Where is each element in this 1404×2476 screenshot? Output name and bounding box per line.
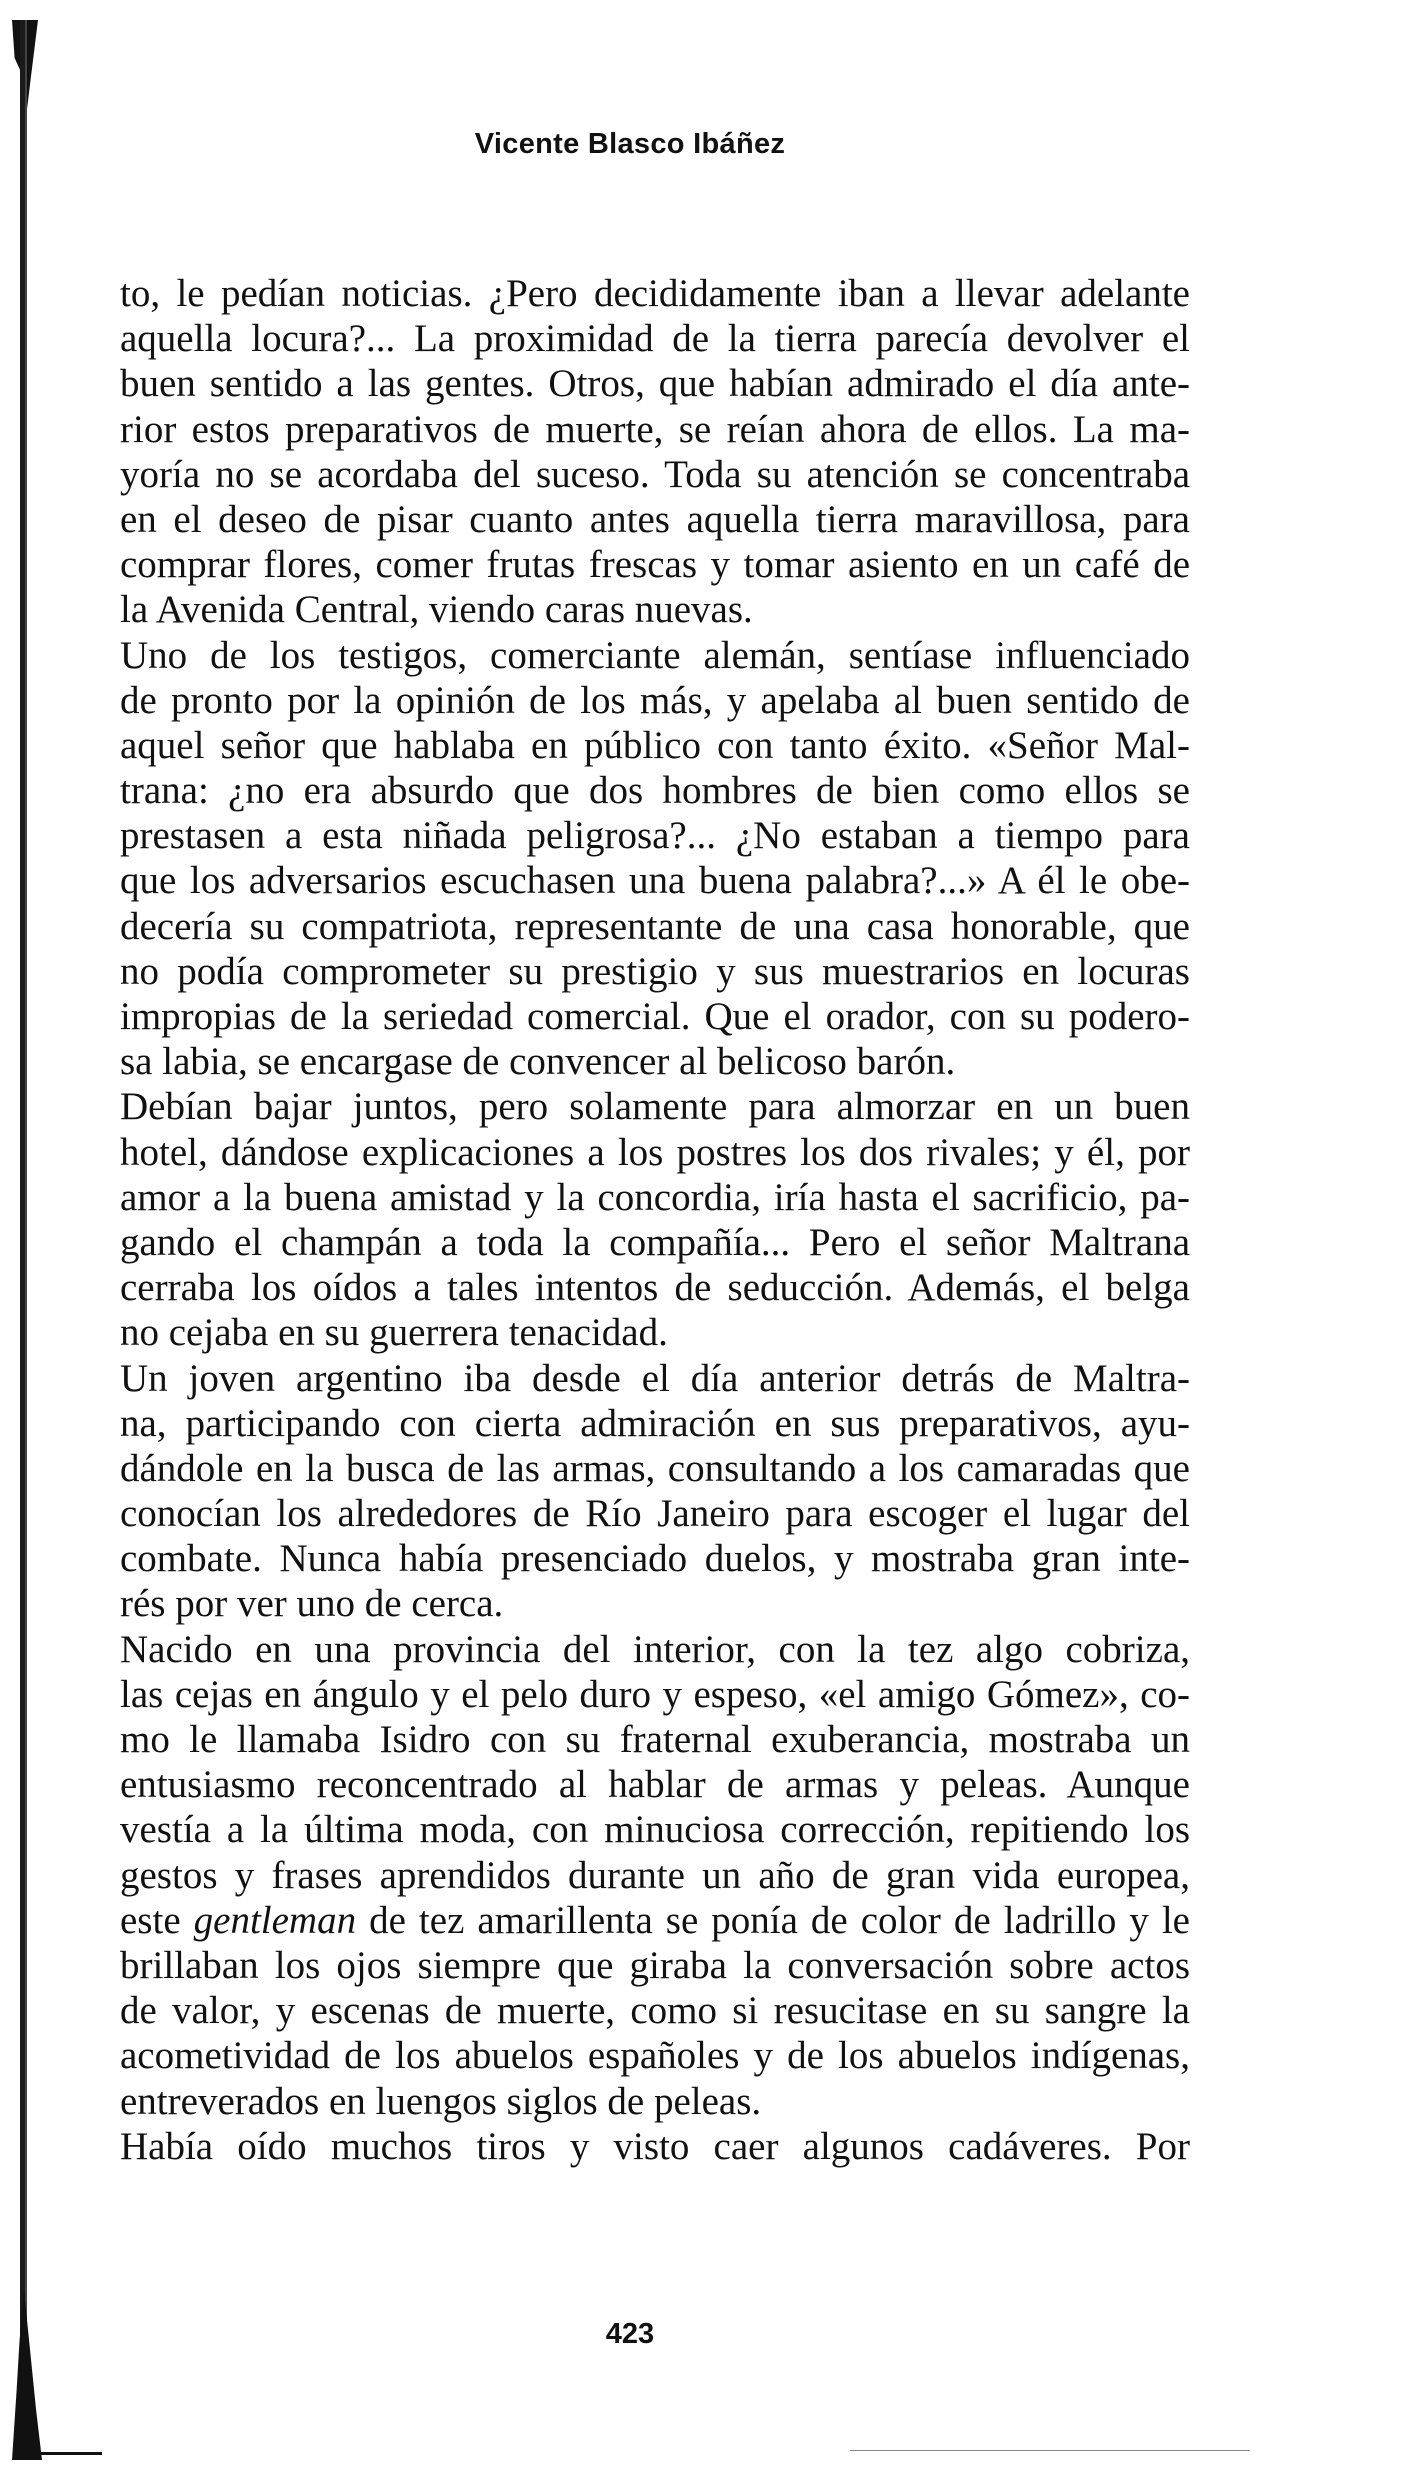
text-line: na, participando con cierta admiración en sus preparativos, ayu- [120, 1401, 1190, 1445]
text-line: entusiasmo reconcentrado al hablar de armas y peleas. Aunque [120, 1763, 1190, 1807]
text-line: no cejaba en su guerrera tenacidad. [120, 1311, 668, 1355]
text-line: aquella locura?... La proximidad de la tierra parecía devolver el [120, 317, 1190, 361]
page-number: 423 [605, 2318, 655, 2350]
text-line: vestía a la última moda, con minuciosa corrección, repitiendo los [120, 1808, 1190, 1852]
text-line: entreverados en luengos siglos de peleas. [120, 2079, 762, 2123]
text-line: prestasen a esta niñada peligrosa?... ¿No estaban a tiempo para [120, 814, 1190, 858]
text-line: conocían los alrededores de Río Janeiro para escoger el lugar del [120, 1492, 1190, 1536]
text-line: sa labia, se encargase de convencer al belicoso barón. [120, 1040, 956, 1084]
text-line: cerraba los oídos a tales intentos de seducción. Además, el belga [120, 1266, 1190, 1310]
text-line: amor a la buena amistad y la concordia, iría hasta el sacrificio, pa- [120, 1175, 1190, 1219]
text-line: que los adversarios escuchasen una buena palabra?...» A él le obe- [120, 859, 1190, 903]
bottom-edge-line [850, 2450, 1250, 2451]
text-line: comprar flores, comer frutas frescas y tomar asiento en un café de [120, 543, 1190, 587]
text-line: trana: ¿no era absurdo que dos hombres de bien como ellos se [120, 769, 1190, 813]
paragraph-start: Uno de los testigos, comerciante alemán, sentíase influenciado [120, 633, 1190, 677]
text-line: to, le pedían noticias. ¿Pero decididamente iban a llevar adelante [120, 272, 1190, 315]
text-fragment: este [120, 1898, 194, 1942]
text-line: en el deseo de pisar cuanto antes aquella tierra maravillosa, para [120, 497, 1190, 541]
text-line: combate. Nunca había presenciado duelos, y mostraba gran inte- [120, 1537, 1190, 1581]
text-line: buen sentido a las gentes. Otros, que habían admirado el día ante- [120, 362, 1190, 406]
text-line: la Avenida Central, viendo caras nuevas. [120, 588, 753, 632]
text-line: rés por ver uno de cerca. [120, 1582, 504, 1626]
body-text [120, 271, 1190, 2169]
text-line: de pronto por la opinión de los más, y apelaba al buen sentido de [120, 678, 1190, 722]
text-line: aquel señor que hablaba en público con tanto éxito. «Señor Mal- [120, 723, 1190, 767]
text-line: acometividad de los abuelos españoles y de los abuelos indígenas, [120, 2034, 1190, 2078]
text-line: no podía comprometer su prestigio y sus muestrarios en locuras [120, 949, 1190, 993]
paragraph-start: Había oído muchos tiros y visto caer algunos cadáveres. Por [120, 2124, 1190, 2168]
text-line: mo le llamaba Isidro con su fraternal exuberancia, mostraba un [120, 1718, 1190, 1761]
text-line: impropias de la seriedad comercial. Que el orador, con su podero- [120, 995, 1190, 1038]
text-line: brillaban los ojos siempre que giraba la conversación sobre actos [120, 1943, 1190, 1987]
bottom-binding-rule [32, 2452, 102, 2455]
paragraph-start: Nacido en una provincia del interior, con la tez algo cobriza, [120, 1627, 1190, 1671]
italic-word: gentleman [193, 1898, 357, 1942]
text-line: yoría no se acordaba del suceso. Toda su atención se concentraba [120, 452, 1190, 496]
running-head: Vicente Blasco Ibáñez [474, 128, 786, 160]
text-line: las cejas en ángulo y el pelo duro y espeso, «el amigo Gómez», co- [120, 1672, 1190, 1716]
paragraph-start: Debían bajar juntos, pero solamente para almorzar en un buen [120, 1085, 1190, 1129]
text-line: decería su compatriota, representante de una casa honorable, que [120, 904, 1190, 948]
text-line: gando el champán a toda la compañía... Pero el señor Maltrana [120, 1220, 1190, 1264]
paragraph-start: Un joven argentino iba desde el día anterior detrás de Maltra- [120, 1356, 1190, 1400]
text-line: hotel, dándose explicaciones a los postres los dos rivales; y él, por [120, 1130, 1190, 1174]
text-line: de valor, y escenas de muerte, como si resucitase en su sangre la [120, 1989, 1190, 2033]
text-line: rior estos preparativos de muerte, se reían ahora de ellos. La ma- [120, 407, 1190, 451]
text-line: gestos y frases aprendidos durante un año de gran vida europea, [120, 1853, 1190, 1897]
text-fragment: de tez amarillenta se ponía de color de ladrillo y le [356, 1898, 1190, 1942]
page-binding-edge [20, 20, 34, 2420]
text-line-with-italic [120, 1898, 1190, 1943]
text-line: dándole en la busca de las armas, consultando a los camaradas que [120, 1446, 1190, 1490]
